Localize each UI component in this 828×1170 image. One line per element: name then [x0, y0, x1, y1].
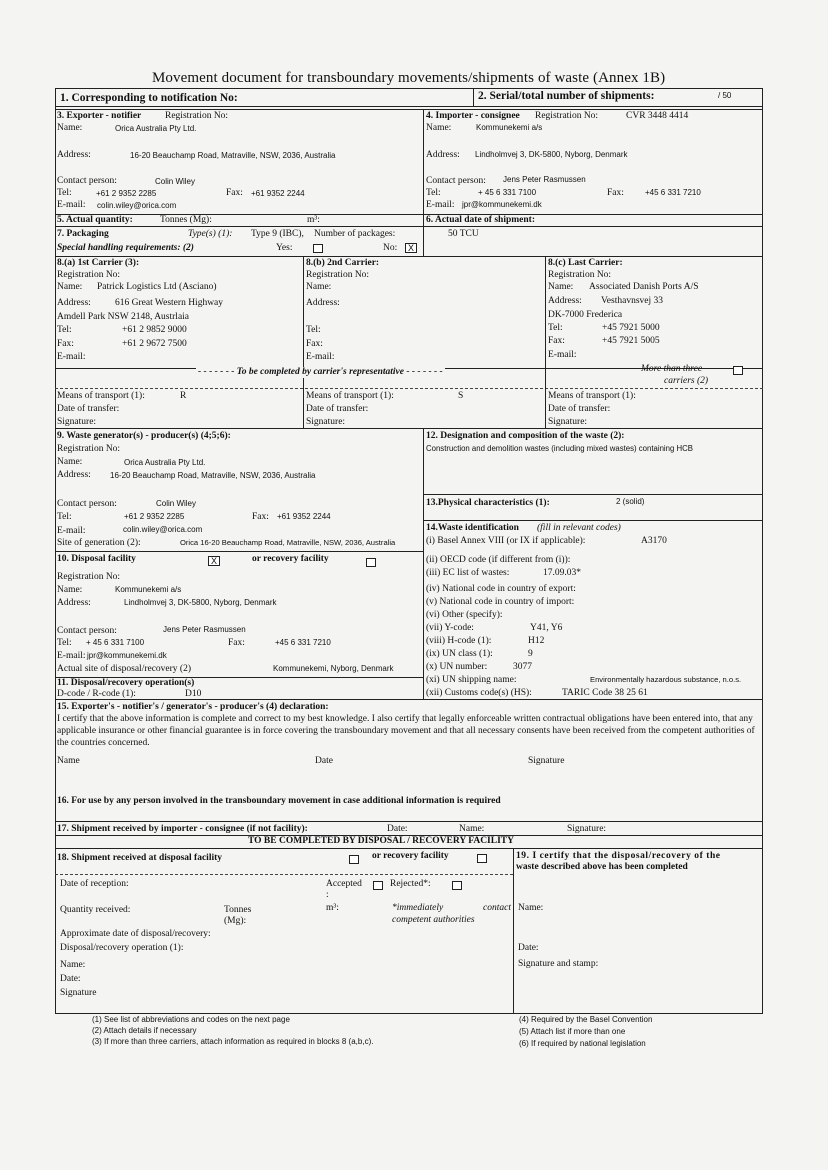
declaration-name: Name [57, 756, 80, 766]
exporter-reg-label: Registration No: [165, 111, 229, 121]
exporter-tel: +61 2 9352 2285 [96, 189, 157, 198]
designation-value: Construction and demolition wastes (including mixed wastes) containing HCB [426, 444, 693, 453]
operation-label: 11. Disposal/recovery operation(s) [57, 678, 195, 688]
facility-section-header: TO BE COMPLETED BY DISPOSAL / RECOVERY FACILITY [248, 836, 514, 846]
carrier3-name: Associated Danish Ports A/S [589, 282, 699, 292]
facility-contact: Jens Peter Rasmussen [163, 625, 246, 634]
rule [55, 226, 763, 227]
y-code-label: (vii) Y-code: [426, 623, 474, 633]
packages-label: Number of packages: [314, 229, 396, 239]
exporter-fax-label: Fax: [226, 188, 243, 198]
carrier1-means-label: Means of transport (1): [57, 391, 145, 401]
rule [423, 520, 763, 521]
generator-tel: +61 2 9352 2285 [124, 512, 185, 521]
operation-code-label: D-code / R-code (1): [57, 689, 136, 699]
carrier2-name-label: Name: [306, 282, 332, 292]
notification-no-label: 1. Corresponding to notification No: [60, 92, 238, 104]
packaging-types: Type 9 (IBC), [251, 229, 304, 239]
rule [303, 256, 304, 428]
exporter-fax: +61 9352 2244 [251, 189, 305, 198]
authorities-note: competent authorities [392, 915, 475, 925]
rule [55, 874, 513, 875]
declaration-text: I certify that the above information is complete and correct to my best knowledge. I also certify that legally enforceable written contractual obligations have been entered into, that any applicable insurance or other financial guarantee is in force covering the transboundary movement and that all necessary consents have been received from the competent authorities of the countries concerned. [57, 714, 755, 748]
carrier1-label: 8.(a) 1st Carrier (3): [57, 258, 140, 268]
generator-site-label: Site of generation (2): [57, 538, 141, 548]
facility-tel-label: Tel: [57, 638, 72, 648]
rule [55, 106, 763, 107]
declaration-signature: Signature [528, 756, 565, 766]
exporter-email-label: E-mail: [57, 200, 86, 210]
carrier1-tel-label: Tel: [57, 325, 72, 335]
quantity-tonnes-label: Tonnes [224, 905, 252, 915]
packages-value: 50 TCU [448, 229, 479, 239]
actual-quantity-tonnes: Tonnes (Mg): [160, 215, 212, 225]
importer-received-date: Date: [387, 824, 408, 834]
exporter-tel-label: Tel: [57, 188, 72, 198]
footnote-4: (4) Required by the Basel Convention [519, 1015, 653, 1024]
exporter-contact: Colin Wiley [155, 177, 196, 186]
completion-stamp-label: Signature and stamp: [518, 959, 599, 969]
carrier1-name: Patrick Logistics Ltd (Asciano) [97, 282, 217, 292]
disposal-facility-checkbox[interactable]: X [208, 556, 220, 566]
exporter-email: colin.wiley@orica.com [97, 201, 177, 210]
footnote-2: (2) Attach details if necessary [92, 1026, 197, 1035]
contact-note: contact [483, 903, 511, 913]
rule [55, 428, 763, 429]
importer-received-signature: Signature: [567, 824, 607, 834]
other-label: (vi) Other (specify): [426, 610, 503, 620]
facility-date-sign-label: Date: [60, 974, 81, 984]
generator-reg-label: Registration No: [57, 444, 121, 454]
rule [513, 848, 514, 1014]
national-import-label: (v) National code in country of import: [426, 597, 575, 607]
disposal-facility-label: 10. Disposal facility [57, 554, 136, 564]
facility-site: Kommunekemi, Nyborg, Denmark [273, 664, 394, 673]
operation-received-label: Disposal/recovery operation (1): [60, 943, 184, 953]
importer-received-label: 17. Shipment received by importer - consignee (if not facility): [57, 824, 308, 834]
carrier-rep-note: - - - - - - - To be completed by carrier's representative - - - - - - - [198, 367, 443, 377]
rule [55, 109, 763, 110]
carrier3-tel: +45 7921 5000 [602, 323, 660, 333]
importer-received-name: Name: [459, 824, 485, 834]
carrier1-signature-label: Signature: [57, 417, 97, 427]
quantity-m3-label: m³: [326, 903, 339, 913]
carrier1-address-label: Address: [57, 298, 91, 308]
y-code-value: Y41, Y6 [530, 623, 563, 633]
carrier3-address-label: Address: [548, 296, 582, 306]
exporter-name: Orica Australia Pty Ltd. [115, 124, 197, 133]
importer-address: Lindholmvej 3, DK-5800, Nyborg, Denmark [475, 150, 628, 159]
more-carriers-label2: carriers (2) [664, 376, 709, 386]
completion-date-label: Date: [518, 943, 539, 953]
national-export-label: (iv) National code in country of export: [426, 584, 576, 594]
exporter-name-label: Name: [57, 123, 83, 133]
carrier2-tel-label: Tel: [306, 325, 321, 335]
carrier3-name-label: Name: [548, 282, 574, 292]
serial-number-label: 2. Serial/total number of shipments: [478, 90, 655, 102]
importer-reg-label: Registration No: [535, 111, 599, 121]
un-class-value: 9 [528, 649, 533, 659]
facility-email-label: E-mail: [57, 651, 86, 661]
footnote-5: (5) Attach list if more than one [519, 1027, 626, 1036]
approx-date-label: Approximate date of disposal/recovery: [60, 929, 211, 939]
quantity-mg-label: (Mg): [224, 916, 247, 926]
h-code-value: H12 [528, 636, 545, 646]
carrier1-fax: +61 2 9672 7500 [122, 339, 187, 349]
recovery-received-label: or recovery facility [372, 851, 449, 861]
actual-quantity-label: 5. Actual quantity: [57, 215, 133, 225]
reception-date-label: Date of reception: [60, 879, 129, 889]
exporter-address: 16-20 Beauchamp Road, Matraville, NSW, 2036, Australia [130, 151, 336, 160]
generator-name-label: Name: [57, 457, 83, 467]
carrier1-name-label: Name: [57, 282, 83, 292]
importer-fax: +45 6 331 7210 [645, 188, 701, 197]
completion-name-label: Name: [518, 903, 544, 913]
carrier3-label: 8.(c) Last Carrier: [548, 258, 623, 268]
rejected-label: Rejected*: [390, 879, 431, 889]
carrier1-date-label: Date of transfer: [57, 404, 120, 414]
special-no-label: No: [383, 243, 398, 253]
generator-site: Orica 16-20 Beauchamp Road, Matraville, NSW, 2036, Australia [180, 538, 396, 547]
facility-contact-label: Contact person: [57, 626, 117, 636]
additional-info-label: 16. For use by any person involved in the transboundary movement in case additional information is required [57, 796, 501, 806]
generator-address-label: Address: [57, 470, 91, 480]
carrier3-address: Vesthavnsvej 33 [601, 296, 664, 306]
facility-fax: +45 6 331 7210 [275, 638, 331, 647]
disposal-received-checkbox[interactable] [349, 855, 359, 864]
facility-address: Lindholmvej 3, DK-5800, Nyborg, Denmark [124, 598, 277, 607]
importer-label: 4. Importer - consignee [426, 111, 520, 121]
footnote-3: (3) If more than three carriers, attach information as required in blocks 8 (a,b,c). [92, 1037, 374, 1046]
facility-address-label: Address: [57, 598, 91, 608]
completion-label2: waste described above has been completed [516, 862, 688, 872]
waste-id-label: 14.Waste identification [426, 523, 519, 533]
oecd-label: (ii) OECD code (if different from (i)): [426, 555, 571, 565]
declaration-label: 15. Exporter's - notifier's / generator's - producer's (4) declaration: [57, 702, 329, 712]
facility-name-sign-label: Name: [60, 960, 86, 970]
completion-label: 19. I certify that the disposal/recovery of the [516, 851, 721, 861]
immediately-note: *immediately [392, 903, 444, 913]
importer-name-label: Name: [426, 123, 452, 133]
facility-signature-label: Signature [60, 988, 97, 998]
facility-reg-label: Registration No: [57, 572, 121, 582]
facility-tel: + 45 6 331 7100 [86, 638, 145, 647]
special-yes-label: Yes: [276, 243, 293, 253]
carrier2-means-label: Means of transport (1): [306, 391, 394, 401]
ec-list-label: (iii) EC list of wastes: [426, 568, 510, 578]
special-handling-label: Special handling requirements: (2) [57, 243, 194, 253]
carrier2-email-label: E-mail: [306, 352, 335, 362]
importer-name: Kommunekemi a/s [476, 123, 543, 132]
importer-reg-value: CVR 3448 4414 [626, 111, 689, 121]
rule [423, 428, 424, 699]
generator-fax-label: Fax: [252, 512, 269, 522]
un-shipping-value: Environmentally hazardous substance, n.o.s. [590, 675, 742, 684]
carrier1-address: 616 Great Western Highway [115, 298, 224, 308]
carrier3-reg-label: Registration No: [548, 270, 612, 280]
accepted-checkbox[interactable] [373, 881, 383, 890]
ec-list-value: 17.09.03* [543, 568, 581, 578]
generator-label: 9. Waste generator(s) - producer(s) (4;5;6): [57, 431, 231, 441]
rule [55, 821, 763, 822]
generator-tel-label: Tel: [57, 512, 72, 522]
special-no-checkbox[interactable]: X [405, 243, 417, 253]
facility-email: jpr@kommunekemi.dk [87, 651, 167, 660]
importer-tel: + 45 6 331 7100 [478, 188, 537, 197]
packaging-label: 7. Packaging [57, 229, 109, 239]
rule [545, 256, 546, 428]
un-shipping-label: (xi) UN shipping name: [426, 675, 517, 685]
carrier3-address2: DK-7000 Frederica [548, 310, 623, 320]
importer-address-label: Address: [426, 150, 460, 160]
rejected-checkbox[interactable] [452, 881, 462, 890]
facility-name: Kommunekemi a/s [115, 585, 182, 594]
un-number-value: 3077 [513, 662, 532, 672]
more-carriers-checkbox[interactable] [733, 366, 743, 375]
carrier3-email-label: E-mail: [548, 350, 577, 360]
carrier3-fax-label: Fax: [548, 336, 565, 346]
generator-email-label: E-mail: [57, 526, 86, 536]
facility-received-label: 18. Shipment received at disposal facility [57, 853, 223, 863]
basel-value: A3170 [641, 536, 667, 546]
quantity-received-label: Quantity received: [60, 905, 131, 915]
carrier1-address2: Amdell Park NSW 2148, Austrlaia [57, 312, 190, 322]
importer-tel-label: Tel: [426, 188, 441, 198]
rule [423, 494, 763, 495]
generator-contact: Colin Wiley [156, 499, 197, 508]
carrier3-date-label: Date of transfer: [548, 404, 611, 414]
waste-id-hint: (fill in relevant codes) [537, 523, 621, 533]
generator-fax: +61 9352 2244 [277, 512, 331, 521]
carrier3-tel-label: Tel: [548, 323, 563, 333]
importer-contact: Jens Peter Rasmussen [503, 175, 586, 184]
rule [55, 551, 423, 552]
carrier2-fax-label: Fax: [306, 339, 323, 349]
more-carriers-label: More than three [641, 364, 703, 374]
actual-date-label: 6. Actual date of shipment: [426, 215, 535, 225]
rule [473, 88, 474, 106]
recovery-facility-checkbox[interactable] [366, 558, 376, 567]
rule [423, 109, 424, 256]
declaration-date: Date [315, 756, 333, 766]
carrier2-address-label: Address: [306, 298, 340, 308]
quantity-colon: : [326, 890, 329, 900]
special-yes-checkbox[interactable] [313, 244, 323, 253]
carrier2-means: S [458, 391, 464, 401]
facility-fax-label: Fax: [228, 638, 245, 648]
carrier1-fax-label: Fax: [57, 339, 74, 349]
facility-site-label: Actual site of disposal/recovery (2) [57, 664, 192, 674]
operation-code: D10 [185, 689, 202, 699]
footnote-1: (1) See list of abbreviations and codes on the next page [92, 1015, 290, 1024]
physical-value: 2 (solid) [616, 497, 645, 506]
recovery-facility-label: or recovery facility [252, 554, 329, 564]
rule [55, 699, 763, 700]
footnote-6: (6) If required by national legislation [519, 1039, 646, 1048]
carrier1-means: R [180, 391, 187, 401]
un-class-label: (ix) UN class (1): [426, 649, 493, 659]
designation-label: 12. Designation and composition of the waste (2): [426, 431, 625, 441]
importer-contact-label: Contact person: [426, 176, 486, 186]
customs-label: (xii) Customs code(s) (HS): [426, 688, 532, 698]
exporter-contact-label: Contact person: [57, 176, 117, 186]
carrier1-reg-label: Registration No: [57, 270, 121, 280]
importer-email-label: E-mail: [426, 200, 455, 210]
actual-quantity-m3: m³: [307, 215, 320, 225]
accepted-label: Accepted [326, 879, 362, 889]
generator-contact-label: Contact person: [57, 499, 117, 509]
rule [55, 848, 763, 849]
h-code-label: (viii) H-code (1): [426, 636, 492, 646]
rule [55, 388, 763, 389]
carrier3-fax: +45 7921 5005 [602, 336, 660, 346]
carrier3-signature-label: Signature: [548, 417, 588, 427]
recovery-received-checkbox[interactable] [477, 854, 487, 863]
document-title: Movement document for transboundary movements/shipments of waste (Annex 1B) [152, 70, 666, 86]
facility-name-label: Name: [57, 585, 83, 595]
carrier2-signature-label: Signature: [306, 417, 346, 427]
carrier2-reg-label: Registration No: [306, 270, 370, 280]
importer-email: jpr@kommunekemi.dk [462, 200, 542, 209]
un-number-label: (x) UN number: [426, 662, 488, 672]
exporter-address-label: Address: [57, 150, 91, 160]
customs-value: TARIC Code 38 25 61 [562, 688, 648, 698]
physical-label: 13.Physical characteristics (1): [426, 498, 550, 508]
importer-fax-label: Fax: [607, 188, 624, 198]
generator-email: colin.wiley@orica.com [123, 525, 203, 534]
serial-number-value: / 50 [718, 91, 732, 100]
exporter-label: 3. Exporter - notifier [57, 111, 142, 121]
carrier2-date-label: Date of transfer: [306, 404, 369, 414]
basel-label: (i) Basel Annex VIII (or IX if applicable): [426, 536, 586, 546]
carrier1-tel: +61 2 9852 9000 [122, 325, 187, 335]
packaging-types-label: Type(s) (1): [188, 229, 233, 239]
carrier3-means-label: Means of transport (1): [548, 391, 636, 401]
carrier1-email-label: E-mail: [57, 352, 86, 362]
rule [55, 256, 763, 257]
carrier2-label: 8.(b) 2nd Carrier: [306, 258, 380, 268]
generator-name: Orica Australia Pty Ltd. [124, 458, 206, 467]
generator-address: 16-20 Beauchamp Road, Matraville, NSW, 2036, Australia [110, 471, 316, 480]
